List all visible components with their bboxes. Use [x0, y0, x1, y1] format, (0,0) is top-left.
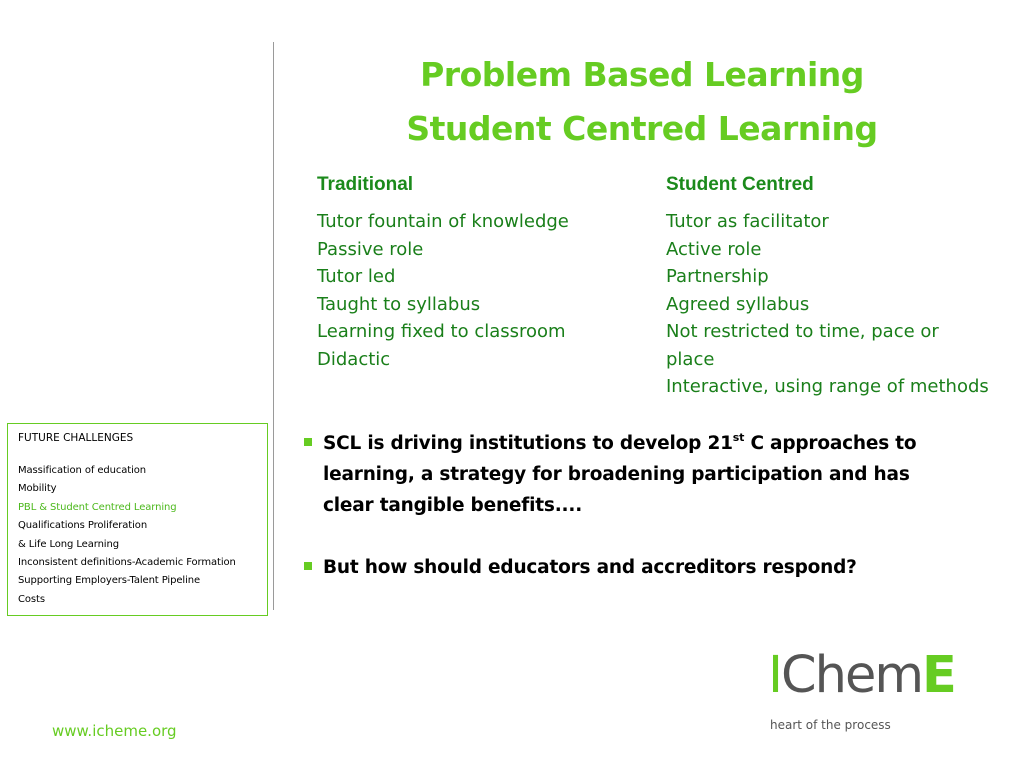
challenge-item: & Life Long Learning: [18, 538, 119, 550]
traditional-heading: Traditional: [317, 174, 414, 195]
future-challenges-heading: FUTURE CHALLENGES: [18, 432, 134, 444]
challenge-item: Mobility: [18, 483, 57, 495]
challenge-item: Massification of education: [18, 465, 147, 476]
challenge-item-active: PBL & Student Centred Learning: [18, 501, 177, 513]
bullet-square-icon: [304, 562, 312, 570]
challenge-item: Supporting Employers-Talent Pipeline: [18, 575, 201, 587]
superscript-st: st: [732, 430, 745, 444]
traditional-item: Tutor fountain of knowledge: [317, 211, 569, 232]
title-line-2: Student Centred Learning: [406, 109, 878, 148]
logo-tagline: heart of the process: [770, 718, 891, 732]
title-line-1: Problem Based Learning: [420, 55, 864, 94]
icheme-logo: [768, 646, 988, 746]
traditional-item: Tutor led: [317, 266, 396, 287]
challenge-item: Costs: [18, 593, 45, 605]
bullet-square-icon: [304, 438, 312, 446]
future-challenges-list: [18, 462, 236, 609]
bullet-text: But how should educators and accreditors respond?: [323, 557, 857, 578]
logo-letter-e: E: [922, 646, 955, 705]
traditional-item: Learning fixed to classroom: [317, 321, 566, 342]
bullet-point: [303, 428, 943, 521]
logo-wordmark: [768, 646, 955, 706]
student-centred-item: Agreed syllabus: [666, 293, 810, 315]
student-centred-item: Active role: [666, 238, 762, 260]
student-centred-item: Not restricted to time, pace or place: [666, 321, 939, 370]
logo-letter-i: I: [768, 646, 782, 705]
traditional-item: Didactic: [317, 348, 391, 370]
website-url[interactable]: www.icheme.org: [52, 722, 177, 740]
student-centred-item: Interactive, using range of methods: [666, 376, 989, 397]
student-centred-column: [666, 172, 1006, 401]
traditional-column: [317, 172, 647, 373]
key-points: [303, 428, 943, 614]
bullet-point: [303, 552, 943, 583]
student-centred-item: Tutor as facilitator: [666, 211, 829, 232]
slide-title: [330, 48, 954, 156]
vertical-divider: [273, 42, 274, 610]
bullet-text-part: SCL is driving institutions to develop 21: [323, 433, 733, 454]
traditional-item: Passive role: [317, 238, 424, 260]
bullet-text-part: C approaches to learning, a strategy for broadening participation and has clear tangible benefits....: [323, 433, 917, 516]
future-challenges-box: [7, 423, 268, 616]
logo-chem: Chem: [781, 646, 923, 705]
student-centred-heading: Student Centred: [666, 174, 814, 195]
student-centred-item: Partnership: [666, 266, 769, 287]
challenge-item: Qualifications Proliferation: [18, 520, 148, 532]
challenge-item: Inconsistent definitions-Academic Formation: [18, 557, 236, 569]
traditional-item: Taught to syllabus: [317, 293, 481, 315]
